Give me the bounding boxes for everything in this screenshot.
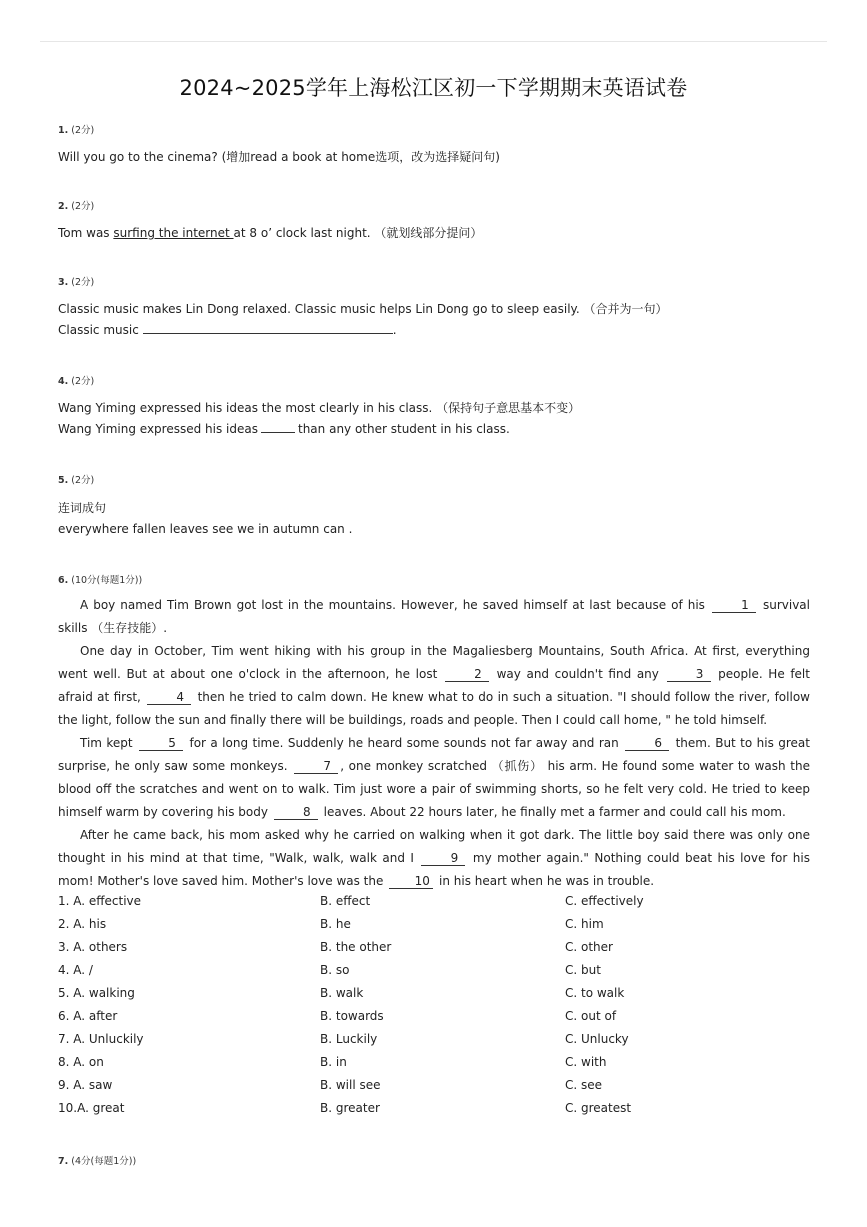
question-1-header: 1. (2分) (58, 125, 95, 136)
question-3-text: Classic music makes Lin Dong relaxed. Classic music helps Lin Dong go to sleep easily. （合并为一句） (58, 302, 668, 316)
option-b[interactable]: B. in (320, 1055, 347, 1069)
underlined-phrase: surfing the internet (113, 226, 234, 240)
question-3-answer-line: Classic music . (58, 323, 397, 337)
passage-paragraph: After he came back, his mom asked why he carried on walking when it got dark. The little boy said there was only one thought in his mind at that time, "Walk, walk, walk and I 9 my mother again." Nothing could beat his love for his mom! Mother's love saved him. Mother's love was the 10 in his heart when he was in trouble. (58, 828, 810, 888)
option-row (58, 1032, 818, 1055)
option-b[interactable]: B. Luckily (320, 1032, 378, 1046)
option-c[interactable]: C. him (565, 917, 604, 931)
option-b[interactable]: B. walk (320, 986, 364, 1000)
question-4-header: 4. (2分) (58, 376, 95, 387)
option-row (58, 1101, 818, 1124)
option-row (58, 917, 818, 940)
question-4-text: Wang Yiming expressed his ideas the most clearly in his class. （保持句子意思基本不变） (58, 401, 581, 415)
option-row (58, 1078, 818, 1101)
question-2-text: Tom was surfing the internet at 8 o’ clock last night. （就划线部分提问） (58, 226, 483, 240)
passage-paragraph: Tim kept 5 for a long time. Suddenly he heard some sounds not far away and ran 6 them. But to his great surprise, he only saw some monkeys. 7 , one monkey scratched （抓伤） his arm. He found some water to wash the blood off the scratches and went on to walk. Tim just wore a pair of swimming shorts, so he felt very cold. He tried to keep himself warm by covering his body 8 leaves. About 22 hours later, he finally met a farmer and could call his mom. (58, 736, 810, 819)
blank-5[interactable]: 5 (139, 736, 183, 751)
option-b[interactable]: B. effect (320, 894, 371, 908)
passage-paragraph: One day in October, Tim went hiking with his group in the Magaliesberg Mountains, South Africa. At first, everything went well. But at about one o'clock in the afternoon, he lost 2 way and couldn't find any 3 people. He felt afraid at first, 4 then he tried to calm down. He knew what to do in such a situation. "I should follow the river, follow the light, follow the sun and finally there will be buildings, roads and people. Then I could call home, " he told himself. (58, 644, 810, 727)
blank-6[interactable]: 6 (625, 736, 669, 751)
option-b[interactable]: B. greater (320, 1101, 380, 1115)
cloze-passage (58, 594, 810, 893)
option-row (58, 986, 818, 1009)
question-7-header: 7. (4分(每题1分)) (58, 1156, 137, 1167)
option-row (58, 894, 818, 917)
option-a[interactable]: 7. A. Unluckily (58, 1032, 144, 1046)
question-1-text: Will you go to the cinema? (增加read a book at home选项，改为选择疑问句) (58, 150, 500, 164)
blank-2[interactable]: 2 (445, 667, 489, 682)
option-c[interactable]: C. effectively (565, 894, 644, 908)
option-row (58, 940, 818, 963)
option-b[interactable]: B. he (320, 917, 351, 931)
option-a[interactable]: 8. A. on (58, 1055, 104, 1069)
option-b[interactable]: B. will see (320, 1078, 381, 1092)
option-c[interactable]: C. out of (565, 1009, 617, 1023)
option-a[interactable]: 6. A. after (58, 1009, 118, 1023)
header-divider (40, 41, 827, 42)
option-c[interactable]: C. greatest (565, 1101, 632, 1115)
question-3-header: 3. (2分) (58, 277, 95, 288)
answer-blank[interactable] (143, 323, 393, 334)
option-c[interactable]: C. other (565, 940, 613, 954)
question-6-header: 6. (10分(每题1分)) (58, 575, 143, 586)
blank-3[interactable]: 3 (667, 667, 711, 682)
question-2-header: 2. (2分) (58, 201, 95, 212)
question-4-answer-line: Wang Yiming expressed his ideas than any other student in his class. (58, 422, 510, 436)
option-a[interactable]: 2. A. his (58, 917, 107, 931)
blank-8[interactable]: 8 (274, 805, 318, 820)
option-c[interactable]: C. with (565, 1055, 607, 1069)
option-b[interactable]: B. towards (320, 1009, 384, 1023)
question-5-header: 5. (2分) (58, 475, 95, 486)
option-c[interactable]: C. but (565, 963, 601, 977)
blank-4[interactable]: 4 (147, 690, 191, 705)
option-a[interactable]: 10.A. great (58, 1101, 125, 1115)
page-title: 2024~2025学年上海松江区初一下学期期末英语试卷 (179, 76, 688, 100)
option-a[interactable]: 1. A. effective (58, 894, 142, 908)
question-5-words: everywhere fallen leaves see we in autumn can . (58, 522, 353, 536)
blank-7[interactable]: 7 (294, 759, 338, 774)
question-5-instruction: 连词成句 (58, 501, 107, 515)
option-row (58, 963, 818, 986)
blank-9[interactable]: 9 (421, 851, 465, 866)
blank-10[interactable]: 10 (389, 874, 433, 889)
option-row (58, 1055, 818, 1078)
option-row (58, 1009, 818, 1032)
passage-paragraph: A boy named Tim Brown got lost in the mountains. However, he saved himself at last because of his 1 survival skills （生存技能）. (58, 598, 810, 635)
option-b[interactable]: B. so (320, 963, 350, 977)
answer-blank[interactable] (261, 422, 295, 433)
option-c[interactable]: C. to walk (565, 986, 625, 1000)
option-a[interactable]: 4. A. / (58, 963, 93, 977)
option-c[interactable]: C. see (565, 1078, 603, 1092)
option-b[interactable]: B. the other (320, 940, 392, 954)
option-a[interactable]: 3. A. others (58, 940, 128, 954)
option-c[interactable]: C. Unlucky (565, 1032, 629, 1046)
blank-1[interactable]: 1 (712, 598, 756, 613)
option-a[interactable]: 5. A. walking (58, 986, 135, 1000)
option-a[interactable]: 9. A. saw (58, 1078, 113, 1092)
answer-options (58, 894, 818, 1124)
